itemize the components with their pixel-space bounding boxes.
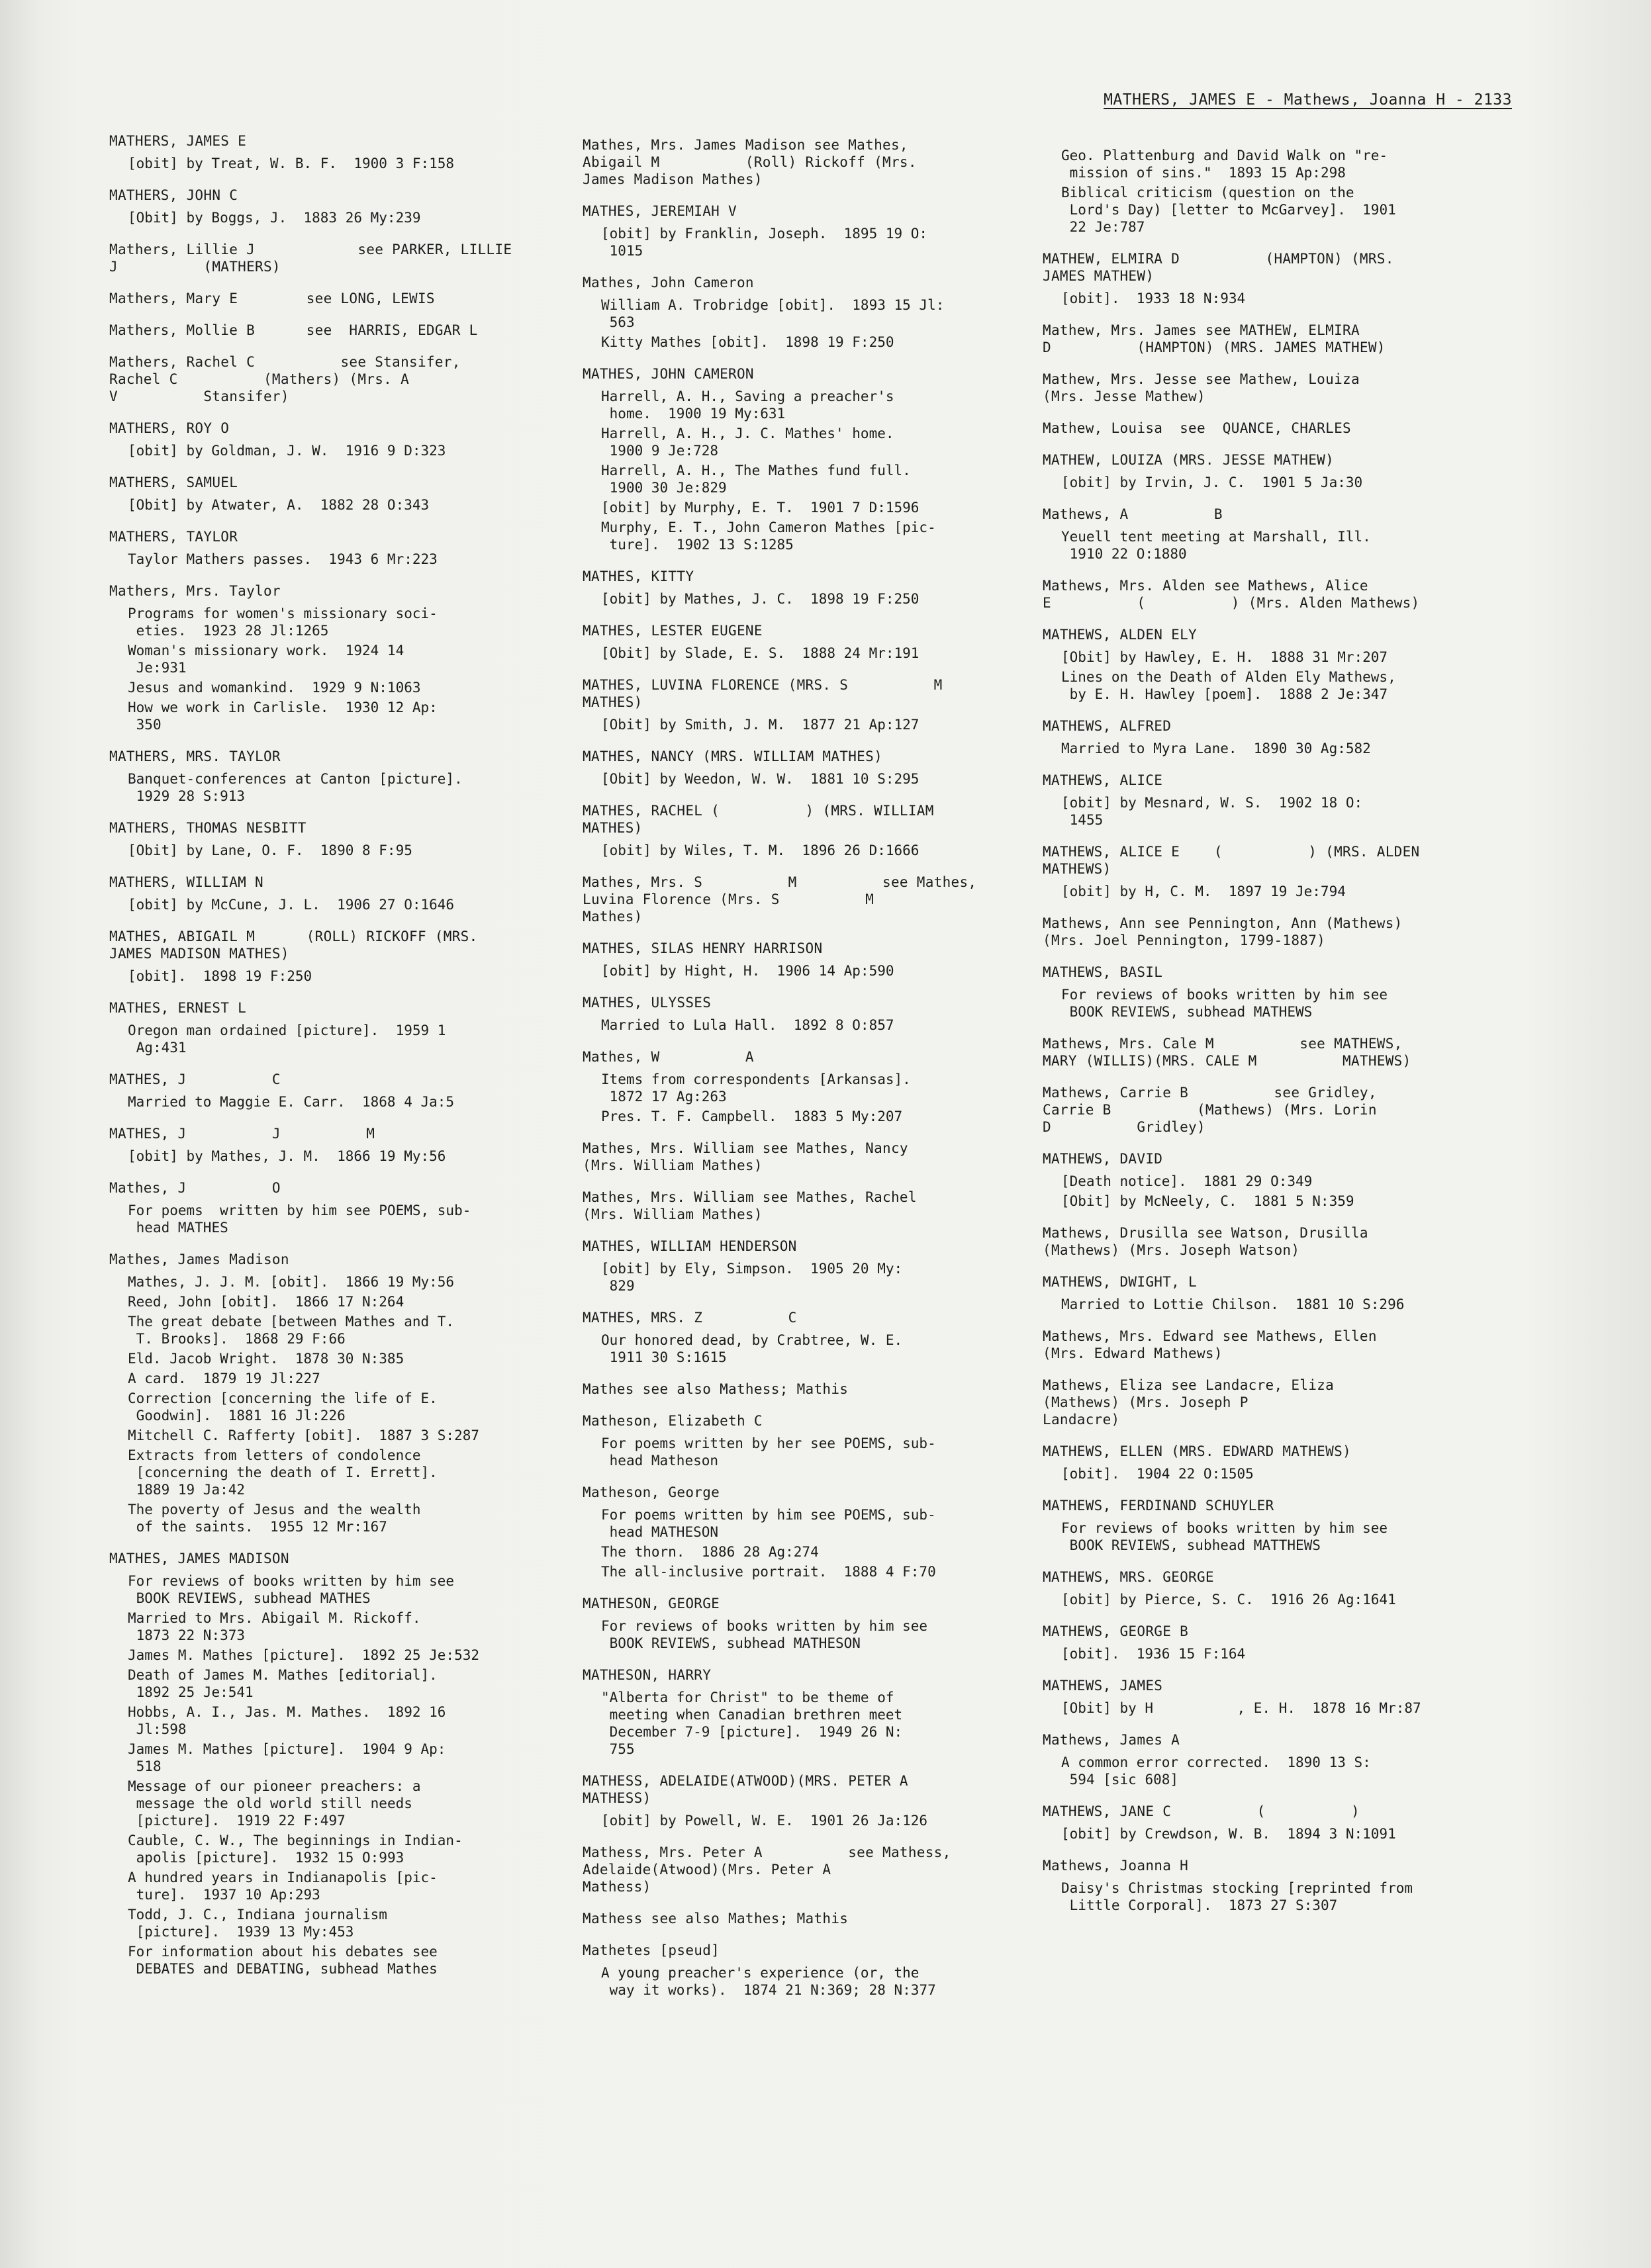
entry-reference: Death of James M. Mathes [editorial]. 1892 25 Je:541 (128, 1667, 438, 1700)
entry-reference: [Obit] by Atwater, A. 1882 28 O:343 (128, 497, 430, 513)
index-entry (583, 1189, 1033, 1223)
entry-reference: A card. 1879 19 Jl:227 (128, 1371, 320, 1386)
index-entry (1043, 1273, 1493, 1313)
entry-reference: For poems written by him see POEMS, sub- head MATHES (128, 1202, 471, 1236)
entry-heading: MATHEWS, MRS. GEORGE (1043, 1569, 1214, 1585)
index-entry (583, 1140, 1033, 1174)
index-entry (109, 874, 559, 913)
entry-reference: [obit] by Pierce, S. C. 1916 26 Ag:1641 (1061, 1592, 1396, 1608)
entry-heading: MATHEWS, ALFRED (1043, 718, 1172, 734)
entry-heading: Mathess see also Mathes; Mathis (583, 1911, 849, 1927)
index-entry (1043, 1497, 1493, 1554)
index-entry (109, 528, 559, 568)
entry-reference: Items from correspondents [Arkansas]. 1872 17 Ag:263 (601, 1071, 911, 1105)
entry-reference: Hobbs, A. I., Jas. M. Mathes. 1892 16 Jl:598 (128, 1704, 446, 1737)
entry-reference: Geo. Plattenburg and David Walk on "re- mission of sins." 1893 15 Ap:298 (1061, 148, 1388, 181)
index-entry (109, 353, 559, 405)
index-entry (1043, 451, 1493, 491)
index-entry (583, 1942, 1033, 1999)
entry-heading: Mathews, Carrie B see Gridley, Carrie B (Mathews) (Mrs. Lorin D Gridley) (1043, 1085, 1377, 1135)
entry-reference: Reed, John [obit]. 1866 17 N:264 (128, 1294, 404, 1310)
entry-heading: Mathers, Mary E see LONG, LEWIS (109, 291, 435, 306)
index-entry (109, 187, 559, 226)
index-entry (583, 203, 1033, 259)
entry-reference: Eld. Jacob Wright. 1878 30 N:385 (128, 1351, 404, 1367)
entry-reference: Daisy's Christmas stocking [reprinted from Little Corporal]. 1873 27 S:307 (1061, 1880, 1413, 1913)
index-entry (583, 1412, 1033, 1469)
entry-heading: MATHEWS, ELLEN (MRS. EDWARD MATHEWS) (1043, 1443, 1351, 1459)
entry-reference: Woman's missionary work. 1924 14 Je:931 (128, 643, 404, 676)
index-entry (583, 940, 1033, 979)
entry-heading: MATHEWS, BASIL (1043, 964, 1163, 980)
index-entry (1043, 1857, 1493, 1914)
index-entry (1043, 1731, 1493, 1788)
entry-reference: James M. Mathes [picture]. 1904 9 Ap: 518 (128, 1741, 446, 1774)
entry-heading: Mathes, Mrs. William see Mathes, Rachel (Mrs. William Mathes) (583, 1189, 917, 1222)
entry-reference: "Alberta for Christ" to be theme of meeting when Canadian brethren meet December 7-9 [picture]. 1949 26 N: 755 (601, 1690, 903, 1757)
entry-reference: [Obit] by Lane, O. F. 1890 8 F:95 (128, 842, 412, 858)
entry-reference: [obit] by Powell, W. E. 1901 26 Ja:126 (601, 1813, 928, 1829)
index-entry (583, 1309, 1033, 1366)
entry-heading: Mathes, Mrs. S M see Mathes, Luvina Florence (Mrs. S M Mathes) (583, 874, 977, 925)
entry-reference: The all-inclusive portrait. 1888 4 F:70 (601, 1564, 936, 1580)
entry-heading: MATHEWS, ALDEN ELY (1043, 627, 1197, 643)
entry-reference: [obit] by H, C. M. 1897 19 Je:794 (1061, 884, 1346, 899)
index-entry (1043, 1150, 1493, 1210)
index-entry (583, 874, 1033, 925)
index-entry (1043, 147, 1493, 236)
entry-heading: MATHES, LESTER EUGENE (583, 623, 763, 639)
entry-heading: Mathews, Joanna H (1043, 1858, 1189, 1874)
entry-heading: MATHES, ULYSSES (583, 995, 712, 1011)
entry-reference: Yeuell tent meeting at Marshall, Ill. 1910 22 O:1880 (1061, 529, 1371, 562)
entry-heading: Mathews, Mrs. Edward see Mathews, Ellen (Mrs. Edward Mathews) (1043, 1328, 1377, 1361)
entry-heading: Mathew, Mrs. James see MATHEW, ELMIRA D (HAMPTON) (MRS. JAMES MATHEW) (1043, 322, 1386, 355)
entry-heading: MATHES, ERNEST L (109, 1000, 247, 1016)
index-entry (583, 748, 1033, 788)
entry-reference: Our honored dead, by Crabtree, W. E. 1911 30 S:1615 (601, 1332, 903, 1365)
index-entry (1043, 717, 1493, 757)
entry-heading: MATHES, ABIGAIL M (ROLL) RICKOFF (MRS. JAMES MADISON MATHES) (109, 929, 478, 962)
entry-reference: Mitchell C. Rafferty [obit]. 1887 3 S:287 (128, 1428, 480, 1443)
entry-heading: Mathers, Lillie J see PARKER, LILLIE J (MATHERS) (109, 242, 512, 275)
entry-reference: [Obit] by McNeely, C. 1881 5 N:359 (1061, 1193, 1354, 1209)
index-entry (1043, 371, 1493, 405)
entry-heading: MATHEWS, ALICE (1043, 772, 1163, 788)
entry-heading: MATHES, WILLIAM HENDERSON (583, 1238, 797, 1254)
entry-heading: MATHERS, THOMAS NESBITT (109, 820, 307, 836)
index-entry (1043, 1377, 1493, 1428)
entry-reference: A common error corrected. 1890 13 S: 594 [sic 608] (1061, 1754, 1371, 1788)
entry-reference: For poems written by her see POEMS, sub- head Matheson (601, 1435, 936, 1469)
index-column-3 (1043, 147, 1493, 1928)
entry-reference: Message of our pioneer preachers: a message the old world still needs [picture]. 1919 22 F:497 (128, 1778, 421, 1829)
index-entry (109, 999, 559, 1056)
index-entry (109, 420, 559, 459)
index-entry (1043, 322, 1493, 356)
entry-heading: Mathes, James Madison (109, 1251, 289, 1267)
entry-reference: [obit] by Crewdson, W. B. 1894 3 N:1091 (1061, 1826, 1396, 1842)
entry-heading: Mathews, A B (1043, 506, 1223, 522)
entry-reference: Todd, J. C., Indiana journalism [picture]. 1939 13 My:453 (128, 1907, 387, 1940)
entry-reference: [Obit] by Hawley, E. H. 1888 31 Mr:207 (1061, 649, 1388, 665)
entry-heading: Mathers, Mrs. Taylor (109, 583, 281, 599)
entry-reference: Lines on the Death of Alden Ely Mathews, by E. H. Hawley [poem]. 1888 2 Je:347 (1061, 669, 1396, 702)
entry-reference: Married to Maggie E. Carr. 1868 4 Ja:5 (128, 1094, 455, 1110)
index-entry (109, 748, 559, 805)
entry-heading: Mathers, Rachel C see Stansifer, Rachel C (Mathers) (Mrs. A V Stansifer) (109, 354, 461, 404)
entry-heading: Mathes, W A (583, 1049, 754, 1065)
entry-reference: How we work in Carlisle. 1930 12 Ap: 350 (128, 700, 438, 733)
entry-reference: The poverty of Jesus and the wealth of the saints. 1955 12 Mr:167 (128, 1502, 421, 1535)
entry-reference: [obit] by McCune, J. L. 1906 27 O:1646 (128, 897, 455, 913)
entry-reference: Programs for women's missionary soci- eties. 1923 28 Jl:1265 (128, 606, 438, 639)
entry-heading: MATHEW, LOUIZA (MRS. JESSE MATHEW) (1043, 452, 1335, 468)
entry-reference: Cauble, C. W., The beginnings in Indian- apolis [picture]. 1932 15 O:993 (128, 1833, 463, 1866)
entry-heading: MATHEWS, DWIGHT, L (1043, 1274, 1197, 1290)
entry-reference: A young preacher's experience (or, the way it works). 1874 21 N:369; 28 N:377 (601, 1965, 936, 1998)
index-entry (583, 676, 1033, 733)
index-entry (1043, 577, 1493, 612)
entry-heading: MATHESON, GEORGE (583, 1596, 720, 1611)
index-entry (1043, 843, 1493, 900)
entry-heading: MATHERS, TAYLOR (109, 529, 238, 545)
index-entry (109, 819, 559, 859)
entry-heading: MATHES, RACHEL ( ) (MRS. WILLIAM MATHES) (583, 803, 934, 836)
index-entry (109, 582, 559, 733)
entry-heading: Mathews, Ann see Pennington, Ann (Mathews) (Mrs. Joel Pennington, 1799-1887) (1043, 915, 1403, 948)
entry-heading: Mathers, Mollie B see HARRIS, EDGAR L (109, 322, 478, 338)
index-entry (1043, 250, 1493, 307)
entry-reference: Jesus and womankind. 1929 9 N:1063 (128, 680, 421, 696)
entry-heading: MATHES, JOHN CAMERON (583, 366, 754, 382)
entry-heading: MATHERS, JAMES E (109, 133, 247, 149)
entry-reference: Harrell, A. H., J. C. Mathes' home. 1900 9 Je:728 (601, 426, 894, 459)
entry-heading: MATHERS, SAMUEL (109, 475, 238, 490)
entry-heading: MATHEW, ELMIRA D (HAMPTON) (MRS. JAMES MATHEW) (1043, 251, 1394, 284)
entry-reference: The thorn. 1886 28 Ag:274 (601, 1544, 819, 1560)
entry-reference: [Obit] by H , E. H. 1878 16 Mr:87 (1061, 1700, 1421, 1716)
index-entry (1043, 506, 1493, 563)
entry-heading: MATHES, SILAS HENRY HARRISON (583, 940, 823, 956)
index-entry (109, 1251, 559, 1535)
entry-reference: [obit] by Ely, Simpson. 1905 20 My: 829 (601, 1261, 903, 1294)
index-entry (109, 1179, 559, 1236)
entry-reference: Harrell, A. H., Saving a preacher's home. 1900 19 My:631 (601, 388, 894, 422)
index-entry (583, 274, 1033, 351)
index-entry (1043, 1328, 1493, 1362)
entry-reference: [obit] by Mesnard, W. S. 1902 18 O: 1455 (1061, 795, 1363, 828)
index-entry (1043, 772, 1493, 829)
index-entry (109, 1550, 559, 1977)
index-entry (583, 1844, 1033, 1895)
entry-heading: Mathews, Mrs. Alden see Mathews, Alice E ( ) (Mrs. Alden Mathews) (1043, 578, 1420, 611)
entry-reference: The great debate [between Mathes and T. T. Brooks]. 1868 29 F:66 (128, 1314, 455, 1347)
entry-heading: MATHES, J J M (109, 1126, 375, 1142)
index-entry (109, 241, 559, 275)
entry-reference: [obit] by Treat, W. B. F. 1900 3 F:158 (128, 156, 455, 171)
index-entry (583, 994, 1033, 1034)
index-column-1 (109, 132, 559, 1992)
entry-heading: MATHEWS, GEORGE B (1043, 1623, 1189, 1639)
entry-heading: Mathew, Louisa see QUANCE, CHARLES (1043, 420, 1351, 436)
entry-reference: [Obit] by Smith, J. M. 1877 21 Ap:127 (601, 717, 920, 733)
index-entry (583, 1595, 1033, 1652)
entry-reference: [obit] by Mathes, J. C. 1898 19 F:250 (601, 591, 920, 607)
index-entry (1043, 1623, 1493, 1662)
index-entry (1043, 420, 1493, 437)
entry-reference: Murphy, E. T., John Cameron Mathes [pic- ture]. 1902 13 S:1285 (601, 520, 936, 553)
entry-reference: [obit]. 1933 18 N:934 (1061, 291, 1246, 306)
entry-reference: [obit] by Mathes, J. M. 1866 19 My:56 (128, 1148, 446, 1164)
index-entry (109, 322, 559, 339)
index-entry (109, 1071, 559, 1111)
entry-heading: MATHES, JEREMIAH V (583, 203, 737, 219)
index-entry (109, 290, 559, 307)
entry-heading: Mathews, Mrs. Cale M see MATHEWS, MARY (WILLIS)(MRS. CALE M MATHEWS) (1043, 1036, 1411, 1069)
index-entry (583, 568, 1033, 608)
index-entry (583, 1772, 1033, 1829)
entry-reference: [obit] by Franklin, Joseph. 1895 19 O: 1015 (601, 226, 928, 259)
entry-reference: [obit] by Hight, H. 1906 14 Ap:590 (601, 963, 894, 979)
entry-reference: Taylor Mathers passes. 1943 6 Mr:223 (128, 551, 438, 567)
entry-heading: Mathes, John Cameron (583, 275, 754, 291)
entry-reference: Married to Myra Lane. 1890 30 Ag:582 (1061, 741, 1371, 756)
entry-heading: MATHERS, ROY O (109, 420, 230, 436)
index-entry (583, 1381, 1033, 1398)
entry-heading: MATHES, MRS. Z C (583, 1310, 797, 1326)
entry-reference: [Obit] by Boggs, J. 1883 26 My:239 (128, 210, 421, 226)
entry-heading: MATHERS, WILLIAM N (109, 874, 263, 890)
index-entry (583, 136, 1033, 188)
entry-reference: [obit]. 1898 19 F:250 (128, 968, 312, 984)
entry-heading: MATHEWS, ALICE E ( ) (MRS. ALDEN MATHEWS) (1043, 844, 1420, 877)
entry-heading: MATHEWS, JANE C ( ) (1043, 1803, 1360, 1819)
index-entry (109, 928, 559, 985)
entry-reference: James M. Mathes [picture]. 1892 25 Je:532 (128, 1647, 480, 1663)
entry-reference: [obit]. 1904 22 O:1505 (1061, 1466, 1254, 1482)
entry-heading: MATHEWS, DAVID (1043, 1151, 1163, 1167)
entry-reference: [obit] by Goldman, J. W. 1916 9 D:323 (128, 443, 446, 459)
index-entry (1043, 1568, 1493, 1608)
index-entry (109, 1125, 559, 1165)
index-entry (1043, 1224, 1493, 1259)
entry-reference: Harrell, A. H., The Mathes fund full. 1900 30 Je:829 (601, 463, 911, 496)
entry-reference: [obit] by Irvin, J. C. 1901 5 Ja:30 (1061, 475, 1363, 490)
entry-reference: For reviews of books written by him see BOOK REVIEWS, subhead MATHES (128, 1573, 455, 1606)
entry-reference: Banquet-conferences at Canton [picture]. 1929 28 S:913 (128, 771, 463, 804)
entry-heading: Matheson, Elizabeth C (583, 1413, 763, 1429)
entry-reference: [Death notice]. 1881 29 O:349 (1061, 1173, 1313, 1189)
index-entry (583, 365, 1033, 553)
entry-heading: MATHEWS, JAMES (1043, 1678, 1163, 1694)
entry-heading: Mathess, Mrs. Peter A see Mathess, Adelaide(Atwood)(Mrs. Peter A Mathess) (583, 1844, 951, 1895)
index-entry (583, 622, 1033, 662)
entry-heading: Mathes see also Mathess; Mathis (583, 1381, 849, 1397)
entry-heading: Mathew, Mrs. Jesse see Mathew, Louiza (Mrs. Jesse Mathew) (1043, 371, 1360, 404)
entry-reference: Kitty Mathes [obit]. 1898 19 F:250 (601, 334, 894, 350)
index-entry (583, 1484, 1033, 1580)
entry-reference: [Obit] by Slade, E. S. 1888 24 Mr:191 (601, 645, 920, 661)
index-entry (1043, 1035, 1493, 1069)
index-entry (1043, 1677, 1493, 1717)
index-entry (583, 1238, 1033, 1294)
entry-heading: Mathews, Eliza see Landacre, Eliza (Mathews) (Mrs. Joseph P Landacre) (1043, 1377, 1335, 1428)
index-entry (583, 802, 1033, 859)
index-entry (1043, 964, 1493, 1021)
index-entry (109, 474, 559, 514)
entry-heading: MATHERS, MRS. TAYLOR (109, 748, 281, 764)
entry-heading: Mathes, Mrs. James Madison see Mathes, Abigail M (Roll) Rickoff (Mrs. James Madison Mathes) (583, 137, 917, 187)
entry-reference: Oregon man ordained [picture]. 1959 1 Ag:431 (128, 1022, 446, 1056)
entry-reference: [obit] by Murphy, E. T. 1901 7 D:1596 (601, 500, 920, 516)
index-entry (583, 1666, 1033, 1758)
entry-heading: Mathews, Drusilla see Watson, Drusilla (Mathews) (Mrs. Joseph Watson) (1043, 1225, 1368, 1258)
entry-heading: MATHES, JAMES MADISON (109, 1551, 289, 1566)
entry-reference: For reviews of books written by him see BOOK REVIEWS, subhead MATHESON (601, 1618, 928, 1651)
entry-heading: Matheson, George (583, 1484, 720, 1500)
entry-heading: MATHES, KITTY (583, 568, 694, 584)
entry-reference: For reviews of books written by him see BOOK REVIEWS, subhead MATTHEWS (1061, 1520, 1388, 1553)
entry-heading: Mathetes [pseud] (583, 1942, 720, 1958)
entry-heading: MATHESS, ADELAIDE(ATWOOD)(MRS. PETER A MATHESS) (583, 1773, 908, 1806)
entry-heading: MATHESON, HARRY (583, 1667, 712, 1683)
entry-reference: For poems written by him see POEMS, sub- head MATHESON (601, 1507, 936, 1540)
entry-reference: Married to Mrs. Abigail M. Rickoff. 1873 22 N:373 (128, 1610, 421, 1643)
index-entry (583, 1048, 1033, 1125)
entry-reference: Married to Lula Hall. 1892 8 O:857 (601, 1017, 894, 1033)
entry-heading: Mathes, J O (109, 1180, 281, 1196)
entry-reference: Mathes, J. J. M. [obit]. 1866 19 My:56 (128, 1274, 455, 1290)
entry-reference: Extracts from letters of condolence [concerning the death of I. Errett]. 1889 19 Ja:42 (128, 1447, 438, 1498)
entry-reference: Biblical criticism (question on the Lord's Day) [letter to McGarvey]. 1901 22 Je:787 (1061, 185, 1396, 235)
index-entry (1043, 1084, 1493, 1136)
entry-reference: Married to Lottie Chilson. 1881 10 S:296 (1061, 1296, 1405, 1312)
entry-heading: Mathews, James A (1043, 1732, 1180, 1748)
entry-reference: For reviews of books written by him see BOOK REVIEWS, subhead MATHEWS (1061, 987, 1388, 1020)
index-entry (1043, 1443, 1493, 1482)
entry-reference: [Obit] by Weedon, W. W. 1881 10 S:295 (601, 771, 920, 787)
entry-reference: William A. Trobridge [obit]. 1893 15 Jl: 563 (601, 297, 945, 330)
running-head: MATHERS, JAMES E - Mathews, Joanna H - 2133 (1104, 91, 1512, 109)
index-entry (1043, 626, 1493, 703)
index-entry (109, 132, 559, 172)
index-entry (1043, 915, 1493, 949)
entry-reference: A hundred years in Indianapolis [pic- ture]. 1937 10 Ap:293 (128, 1870, 438, 1903)
index-entry (1043, 1803, 1493, 1842)
entry-heading: Mathes, Mrs. William see Mathes, Nancy (Mrs. William Mathes) (583, 1140, 908, 1173)
entry-reference: [obit]. 1936 15 F:164 (1061, 1646, 1246, 1662)
entry-reference: Correction [concerning the life of E. Goodwin]. 1881 16 Jl:226 (128, 1390, 438, 1424)
entry-reference: For information about his debates see DEBATES and DEBATING, subhead Mathes (128, 1944, 438, 1977)
entry-reference: [obit] by Wiles, T. M. 1896 26 D:1666 (601, 842, 920, 858)
entry-heading: MATHERS, JOHN C (109, 187, 238, 203)
entry-heading: MATHES, LUVINA FLORENCE (MRS. S M MATHES) (583, 677, 943, 710)
index-column-2 (583, 136, 1033, 2013)
entry-heading: MATHES, NANCY (MRS. WILLIAM MATHES) (583, 748, 883, 764)
entry-reference: Pres. T. F. Campbell. 1883 5 My:207 (601, 1109, 903, 1124)
entry-heading: MATHES, J C (109, 1071, 281, 1087)
entry-heading: MATHEWS, FERDINAND SCHUYLER (1043, 1498, 1274, 1514)
index-entry (583, 1910, 1033, 1927)
